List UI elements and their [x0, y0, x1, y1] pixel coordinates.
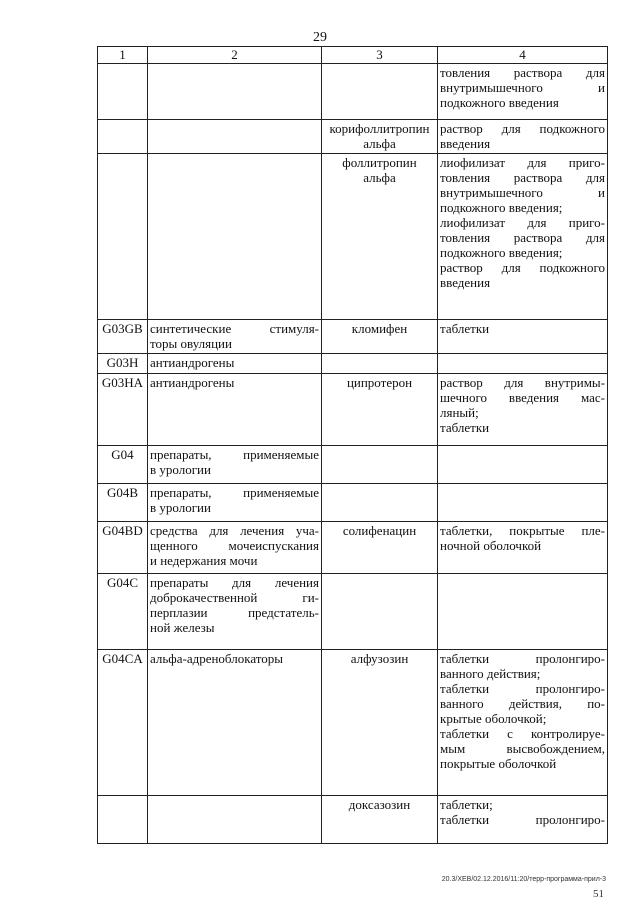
dosage-form-line: таблетки [440, 321, 490, 336]
group-line: альфа-адреноблокаторы [150, 651, 284, 666]
dosage-form-cell [438, 320, 608, 354]
atc-code-cell: G04 [98, 446, 148, 484]
group-line: средства для лечения уча- [150, 523, 319, 538]
drug-name-cell [322, 374, 438, 446]
table-row [98, 64, 608, 120]
dosage-form-line: раствор для внутримы- [440, 375, 605, 390]
dosage-form-line: товления раствора для [440, 65, 605, 80]
drug-name-line: алфузозин [350, 651, 409, 666]
dosage-form-line: таблетки; [440, 797, 493, 812]
pharmacological-group-cell [148, 374, 322, 446]
pharmacological-group-cell [148, 64, 322, 120]
atc-code-cell: G04B [98, 484, 148, 522]
group-line: торы овуляции [150, 336, 232, 351]
atc-code-cell [98, 796, 148, 844]
dosage-form-line: раствор для подкожного [440, 260, 605, 275]
atc-code-cell: G04CA [98, 650, 148, 796]
dosage-form-line: лиофилизат для приго- [440, 155, 605, 170]
dosage-form-line: внутримышечного и [440, 185, 605, 200]
group-line: в урологии [150, 462, 211, 477]
pharmacological-group-cell [148, 484, 322, 522]
pharmacological-group-cell [148, 320, 322, 354]
atc-code-cell: G03H [98, 354, 148, 374]
dosage-form-cell [438, 522, 608, 574]
group-line: перплазии предстатель- [150, 605, 319, 620]
drug-name-cell [322, 120, 438, 154]
pharmacological-group-cell [148, 446, 322, 484]
dosage-form-cell [438, 574, 608, 650]
dosage-form-line: внутримышечного и [440, 80, 605, 95]
dosage-form-line: таблетки с контролируе- [440, 726, 605, 741]
column-header: 3 [322, 47, 438, 64]
atc-code-cell [98, 64, 148, 120]
dosage-form-line: ночной оболочкой [440, 538, 542, 553]
dosage-form-cell [438, 446, 608, 484]
table-row [98, 522, 608, 574]
group-line: антиандрогены [150, 375, 235, 390]
pharmacological-group-cell [148, 796, 322, 844]
column-header: 2 [148, 47, 322, 64]
drug-name-cell [322, 484, 438, 522]
dosage-form-cell [438, 154, 608, 320]
table-row [98, 154, 608, 320]
group-line: препараты, применяемые [150, 485, 319, 500]
dosage-form-cell [438, 484, 608, 522]
table-row [98, 320, 608, 354]
dosage-form-cell [438, 120, 608, 154]
group-line: ной железы [150, 620, 215, 635]
table-row [98, 796, 608, 844]
drug-table [97, 46, 608, 844]
table-header-row [98, 47, 608, 64]
dosage-form-line: подкожного введения; [440, 200, 563, 215]
group-line: доброкачественной ги- [150, 590, 319, 605]
dosage-form-line: лиофилизат для приго- [440, 215, 605, 230]
dosage-form-cell [438, 796, 608, 844]
drug-name-line: кломифен [351, 321, 408, 336]
dosage-form-cell [438, 374, 608, 446]
drug-name-cell [322, 446, 438, 484]
dosage-form-line: ванного действия; [440, 666, 541, 681]
dosage-form-line: товления раствора для [440, 170, 605, 185]
drug-name-cell [322, 320, 438, 354]
table-row [98, 574, 608, 650]
group-line: синтетические стимуля- [150, 321, 319, 336]
drug-name-line: альфа [363, 136, 396, 151]
dosage-form-line: введения [440, 275, 491, 290]
atc-code-cell: G03HA [98, 374, 148, 446]
drug-name-line: солифенацин [342, 523, 417, 538]
table-row [98, 120, 608, 154]
atc-code-cell: G04BD [98, 522, 148, 574]
pharmacological-group-cell [148, 574, 322, 650]
atc-code-cell [98, 120, 148, 154]
table-row [98, 354, 608, 374]
dosage-form-line: подкожного введения; [440, 245, 563, 260]
drug-name-cell [322, 650, 438, 796]
group-line: и недержания мочи [150, 553, 258, 568]
drug-name-line: альфа [363, 170, 396, 185]
pharmacological-group-cell [148, 522, 322, 574]
pharmacological-group-cell [148, 650, 322, 796]
dosage-form-cell [438, 650, 608, 796]
atc-code-cell: G04C [98, 574, 148, 650]
drug-name-line: доксазозин [348, 797, 411, 812]
pharmacological-group-cell [148, 154, 322, 320]
page-number: 29 [313, 30, 327, 45]
dosage-form-line: ванного действия, по- [440, 696, 605, 711]
group-line: в урологии [150, 500, 211, 515]
dosage-form-line: товления раствора для [440, 230, 605, 245]
dosage-form-line: покрытые оболочкой [440, 756, 557, 771]
dosage-form-cell [438, 354, 608, 374]
dosage-form-line: таблетки пролонгиро- [440, 651, 605, 666]
document-stamp: 20.3/ХЕВ/02.12.2016/11:20/терр-программа-прил-3 [441, 876, 606, 883]
group-line: препараты для лечения [150, 575, 319, 590]
dosage-form-line: таблетки [440, 420, 490, 435]
column-header: 1 [98, 47, 148, 64]
drug-name-cell [322, 154, 438, 320]
drug-name-cell [322, 574, 438, 650]
drug-name-cell [322, 64, 438, 120]
dosage-form-line: подкожного введения [440, 95, 559, 110]
dosage-form-line: крытые оболочкой; [440, 711, 547, 726]
group-line: антиандрогены [150, 355, 235, 370]
pharmacological-group-cell [148, 354, 322, 374]
column-header: 4 [438, 47, 608, 64]
dosage-form-line: таблетки пролонгиро- [440, 812, 605, 827]
atc-code-cell: G03GB [98, 320, 148, 354]
dosage-form-line: таблетки пролонгиро- [440, 681, 605, 696]
dosage-form-line: ляный; [440, 405, 479, 420]
sheet-number: 51 [593, 888, 604, 900]
table-row [98, 374, 608, 446]
table-row [98, 650, 608, 796]
dosage-form-line: раствор для подкожного [440, 121, 605, 136]
table-row [98, 484, 608, 522]
drug-name-line: фоллитропин [342, 155, 417, 170]
group-line: щенного мочеиспускания [150, 538, 319, 553]
dosage-form-line: таблетки, покрытые пле- [440, 523, 605, 538]
group-line: препараты, применяемые [150, 447, 319, 462]
table-row [98, 446, 608, 484]
drug-name-line: корифоллитропин [329, 121, 430, 136]
drug-name-line: ципротерон [346, 375, 413, 390]
drug-name-cell [322, 354, 438, 374]
dosage-form-cell [438, 64, 608, 120]
dosage-form-line: мым высвобождением, [440, 741, 605, 756]
drug-name-cell [322, 796, 438, 844]
atc-code-cell [98, 154, 148, 320]
drug-name-cell [322, 522, 438, 574]
dosage-form-line: введения [440, 136, 491, 151]
pharmacological-group-cell [148, 120, 322, 154]
dosage-form-line: шечного введения мас- [440, 390, 605, 405]
